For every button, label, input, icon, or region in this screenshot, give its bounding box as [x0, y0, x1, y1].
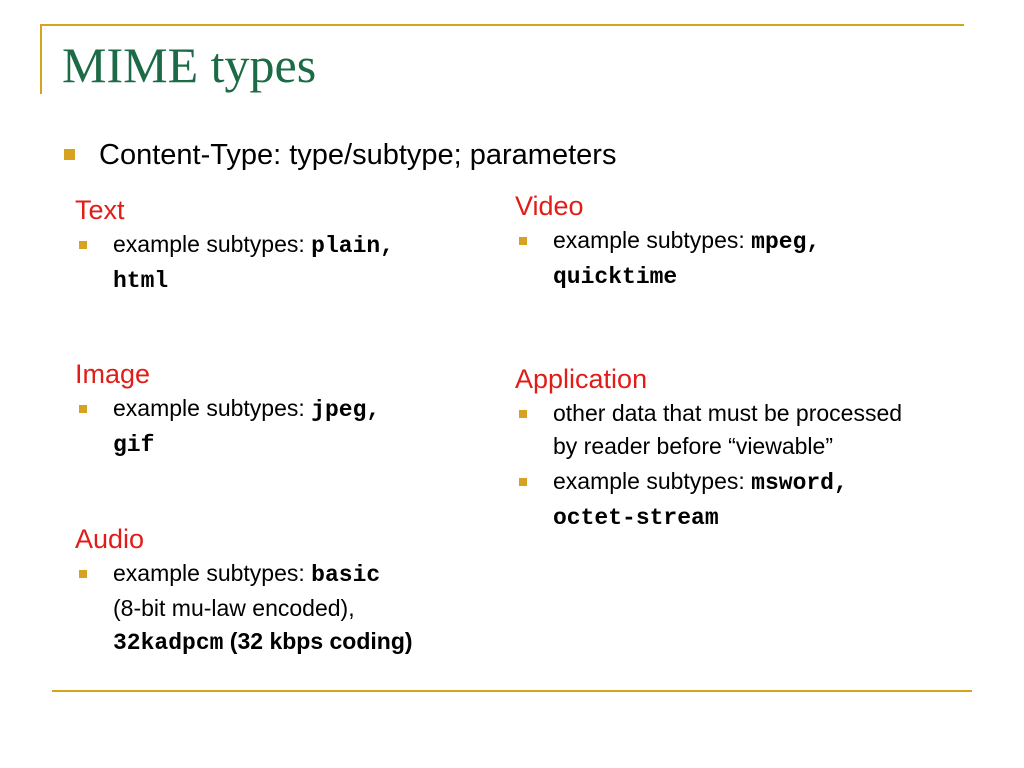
bottom-rule [52, 690, 972, 692]
subtype-code: 32kadpcm [113, 630, 224, 657]
subtype-code: jpeg, [311, 397, 381, 424]
bullet-icon [519, 478, 527, 486]
list-item [515, 465, 935, 535]
section-title: Text [75, 195, 125, 225]
section-image [75, 358, 475, 462]
list-item [75, 228, 475, 298]
subtype-code: html [113, 268, 169, 295]
top-rule [40, 24, 964, 26]
list-item [515, 397, 903, 463]
section-title: Video [515, 191, 584, 221]
bullet-icon [79, 405, 87, 413]
lead-bullet [64, 138, 616, 173]
item-label: example subtypes: [113, 560, 312, 587]
list-item [515, 224, 935, 294]
section-video [515, 190, 935, 294]
item-label: example subtypes: [113, 231, 312, 258]
bullet-icon [519, 237, 527, 245]
subtype-code: mpeg, [751, 229, 821, 256]
bullet-icon [79, 570, 87, 578]
list-item [75, 557, 453, 660]
section-title: Application [515, 364, 648, 394]
section-application [515, 363, 935, 535]
item-label: other data that must be processed by reader before “viewable” [553, 400, 903, 460]
bullet-icon [64, 149, 75, 160]
bullet-icon [79, 241, 87, 249]
subtype-code: msword, [751, 470, 848, 497]
lead-text: Content-Type: type/subtype; parameters [99, 139, 617, 171]
subtype-code: basic [311, 562, 381, 589]
subtype-code: quicktime [553, 264, 678, 291]
left-rule [40, 24, 42, 94]
encoding-note: (8-bit mu-law encoded), [113, 595, 355, 622]
section-title: Audio [75, 524, 145, 554]
subtype-code: plain, [311, 233, 394, 260]
section-title: Image [75, 359, 151, 389]
list-item [75, 392, 475, 462]
section-text [75, 194, 475, 298]
bitrate-note: (32 kbps coding) [223, 628, 413, 655]
bullet-icon [519, 410, 527, 418]
subtype-code: octet-stream [553, 505, 719, 532]
item-label: example subtypes: [553, 468, 752, 495]
item-label: example subtypes: [113, 395, 312, 422]
subtype-code: gif [113, 432, 155, 459]
slide-title: MIME types [62, 37, 317, 93]
section-audio [75, 523, 475, 660]
item-label: example subtypes: [553, 227, 752, 254]
